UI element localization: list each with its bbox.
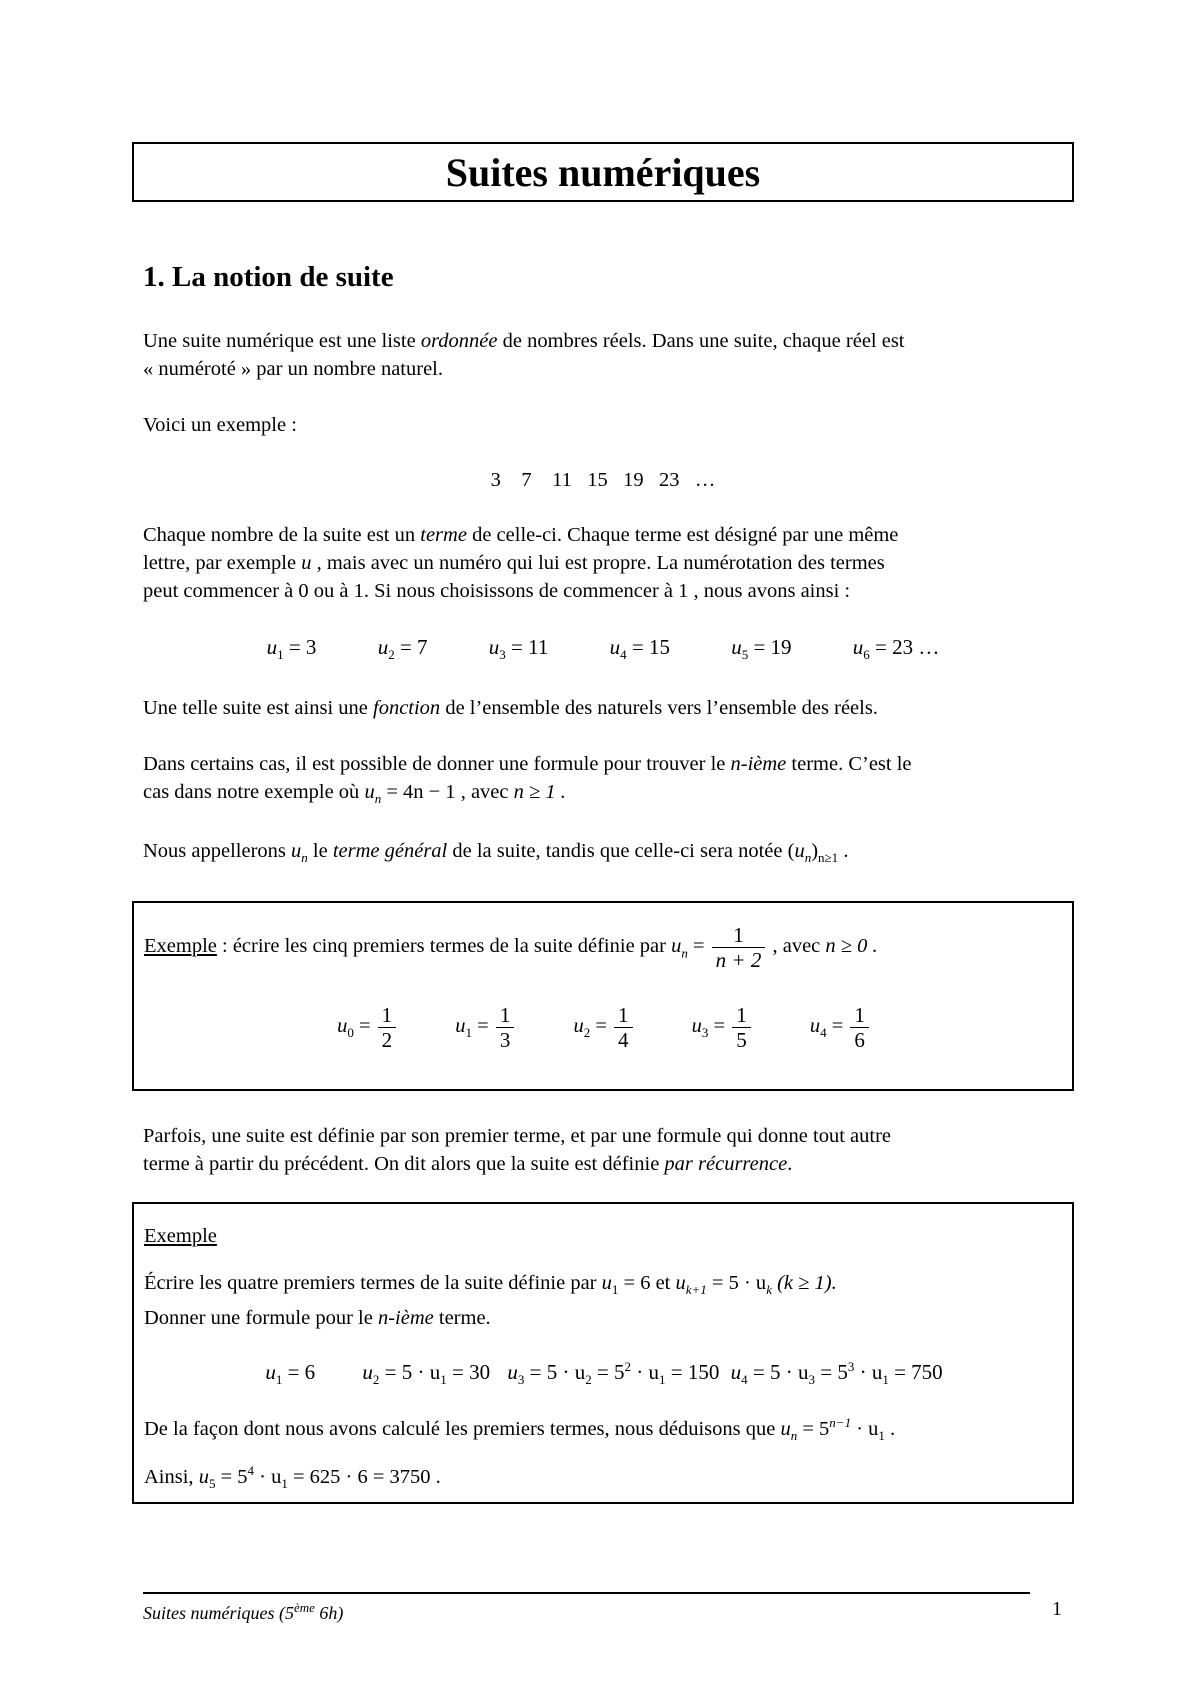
paragraph-formula: Dans certains cas, il est possible de donner une formule pour trouver le n-ième terme. C’est le cas dans notre exemple où $u_n = 4n - 1$ , avec n ≥ 1 .: [143, 753, 912, 807]
term: $u_4 = 5 \cdot u_3 = 5^3 \cdot u_1 = 750$: [730, 1359, 943, 1388]
term: $u_3 = 11$: [488, 635, 549, 663]
text: Ainsi,: [144, 1465, 199, 1488]
text: , avec: [767, 935, 826, 958]
text-italic: fonction: [373, 697, 441, 719]
text: et: [650, 1272, 676, 1294]
footer-divider: [143, 1592, 1030, 1594]
terms-list: [143, 633, 1063, 669]
paragraph-terms: [143, 521, 1063, 605]
math: = 5: [220, 1465, 248, 1488]
text: : écrire les cinq premiers termes de la suite définie par: [216, 935, 672, 958]
math-sub: n≥1: [818, 850, 839, 866]
math: = 5 · u: [711, 1272, 767, 1294]
text: peut commencer à 0 ou à 1. Si nous choisissons de commencer à 1 , nous avons ainsi :: [143, 580, 851, 602]
example-2-computation: [144, 1353, 1064, 1394]
text: de celle-ci. Chaque terme est désigné par une même: [466, 524, 899, 546]
math: n ≥ 0 .: [825, 935, 878, 958]
math: n ≥ 1 .: [513, 781, 566, 803]
example-1-terms: [144, 1003, 1064, 1052]
example-label: Exemple: [144, 935, 217, 958]
text-italic: ordonnée: [420, 330, 498, 352]
text: de l’ensemble des naturels vers l’ensemble des réels.: [440, 697, 878, 719]
text: De la façon dont nous avons calculé les premiers termes, nous déduisons que: [144, 1417, 781, 1440]
term: $u_3$ = $\frac{1}{5}$: [692, 1015, 753, 1037]
text: terme à partir du précédent. On dit alors que la suite est définie: [143, 1153, 665, 1175]
text-italic: terme: [420, 524, 467, 546]
math: = 625 · 6 = 3750 .: [287, 1465, 441, 1488]
text: , mais avec un numéro qui lui est propre. La numérotation des termes: [311, 552, 885, 574]
example-label-text: Exemple: [144, 1225, 217, 1247]
text: Chaque nombre de la suite est un: [143, 524, 421, 546]
term: $u_1 = 3$: [266, 635, 317, 663]
paragraph-definition: [143, 327, 1063, 383]
math-sup: n−1: [829, 1415, 852, 1430]
math: = 5: [802, 1417, 830, 1440]
term: $u_0$ = $\frac{1}{2}$: [337, 1015, 398, 1037]
text: Dans certains cas, il est possible de donner une formule pour trouver le: [143, 753, 731, 775]
term: $u_1$ = $\frac{1}{3}$: [455, 1015, 516, 1037]
footer-sup: ème: [293, 1600, 315, 1615]
example-2-result: Ainsi, $u_5 = 5^4 \cdot u_1 = 625 \cdot 6 = 3750$ .: [144, 1463, 441, 1491]
math-var: u: [301, 552, 312, 574]
math-sup: 4: [247, 1463, 254, 1478]
text-italic: n-ième: [377, 1307, 434, 1330]
footer-text: Suites numériques (5: [143, 1603, 294, 1623]
term: $u_2$ = $\frac{1}{4}$: [573, 1015, 634, 1037]
example-2-deduction: De la façon dont nous avons calculé les premiers termes, nous déduisons que $u_n = 5^{n-1} \cdot u_1$ .: [144, 1415, 896, 1443]
text: « numéroté » par un nombre naturel.: [143, 358, 444, 380]
paragraph-recurrence: [143, 1122, 1063, 1178]
example-label: [144, 1222, 1064, 1250]
text-italic: terme général: [332, 840, 448, 862]
math: = 6: [623, 1272, 651, 1294]
math: · u: [851, 1417, 879, 1440]
text: lettre, par exemple: [143, 552, 302, 574]
term: $u_5 = 19$: [731, 635, 792, 663]
section-heading: 1. La notion de suite: [143, 261, 394, 293]
footer-title: [143, 1600, 343, 1624]
text: Donner une formule pour le: [144, 1307, 378, 1330]
term: $u_4$ = $\frac{1}{6}$: [810, 1015, 871, 1037]
sequence-example: 3 7 11 15 19 23 …: [490, 469, 716, 491]
title-box: [132, 142, 1074, 202]
math: · u: [254, 1465, 282, 1488]
term: $u_4 = 15$: [609, 635, 670, 663]
term: $u_6 = 23$ …: [852, 635, 940, 663]
text-italic: n-ième: [730, 753, 787, 775]
paragraph-function: [143, 694, 1063, 722]
example-1-statement: Exemple : écrire les cinq premiers termes de la suite définie par $u_n$ = $\frac{1}{n + 2}$ , avec n ≥ 0 .: [144, 923, 878, 972]
text: terme. C’est le: [786, 753, 912, 775]
example-2-statement: Écrire les quatre premiers termes de la suite définie par $u_1 = 6$ et $u_{k+1} = 5 \cdot u_k$ (k ≥ 1). Donner une formule pour le n-ième terme.: [144, 1272, 837, 1330]
example-box-2: [132, 1202, 1074, 1504]
paragraph-example-intro: Voici un exemple :: [143, 414, 297, 436]
text: Écrire les quatre premiers termes de la suite définie par: [144, 1272, 602, 1294]
text: , avec: [455, 781, 514, 803]
text: Nous appellerons: [143, 840, 292, 862]
example-box-1: [132, 901, 1074, 1091]
text: Parfois, une suite est définie par son premier terme, et par une formule qui donne tout autre: [143, 1125, 892, 1147]
math: = 4n − 1: [386, 781, 456, 803]
footer-text: 6h): [314, 1603, 344, 1623]
text: cas dans notre exemple où: [143, 781, 365, 803]
term: $u_2 = 7$: [377, 635, 428, 663]
text: Une suite numérique est une liste: [143, 330, 421, 352]
math: (k ≥ 1).: [771, 1272, 837, 1294]
text: Une telle suite est ainsi une: [143, 697, 373, 719]
term: $u_1 = 6$: [265, 1360, 316, 1388]
text: de la suite, tandis que celle-ci sera notée: [447, 840, 788, 862]
text-italic: par récurrence: [664, 1153, 788, 1175]
text: de nombres réels. Dans une suite, chaque réel est: [497, 330, 905, 352]
paragraph-general-term: Nous appellerons $u_n$ le terme général de la suite, tandis que celle-ci sera notée $(u_n)_{n\ge 1}$ .: [143, 840, 849, 866]
text: .: [787, 1153, 793, 1175]
term: $u_3 = 5 \cdot u_2 = 5^2 \cdot u_1 = 150$: [507, 1359, 720, 1388]
page-title: Suites numériques: [445, 150, 761, 195]
text: .: [838, 840, 849, 862]
fraction: $\frac{1}{n + 2}$: [712, 923, 766, 972]
term: $u_2 = 5 \cdot u_1 = 30$: [362, 1360, 491, 1388]
text: terme.: [433, 1307, 491, 1330]
text: le: [307, 840, 333, 862]
page-number: 1: [1052, 1598, 1062, 1620]
